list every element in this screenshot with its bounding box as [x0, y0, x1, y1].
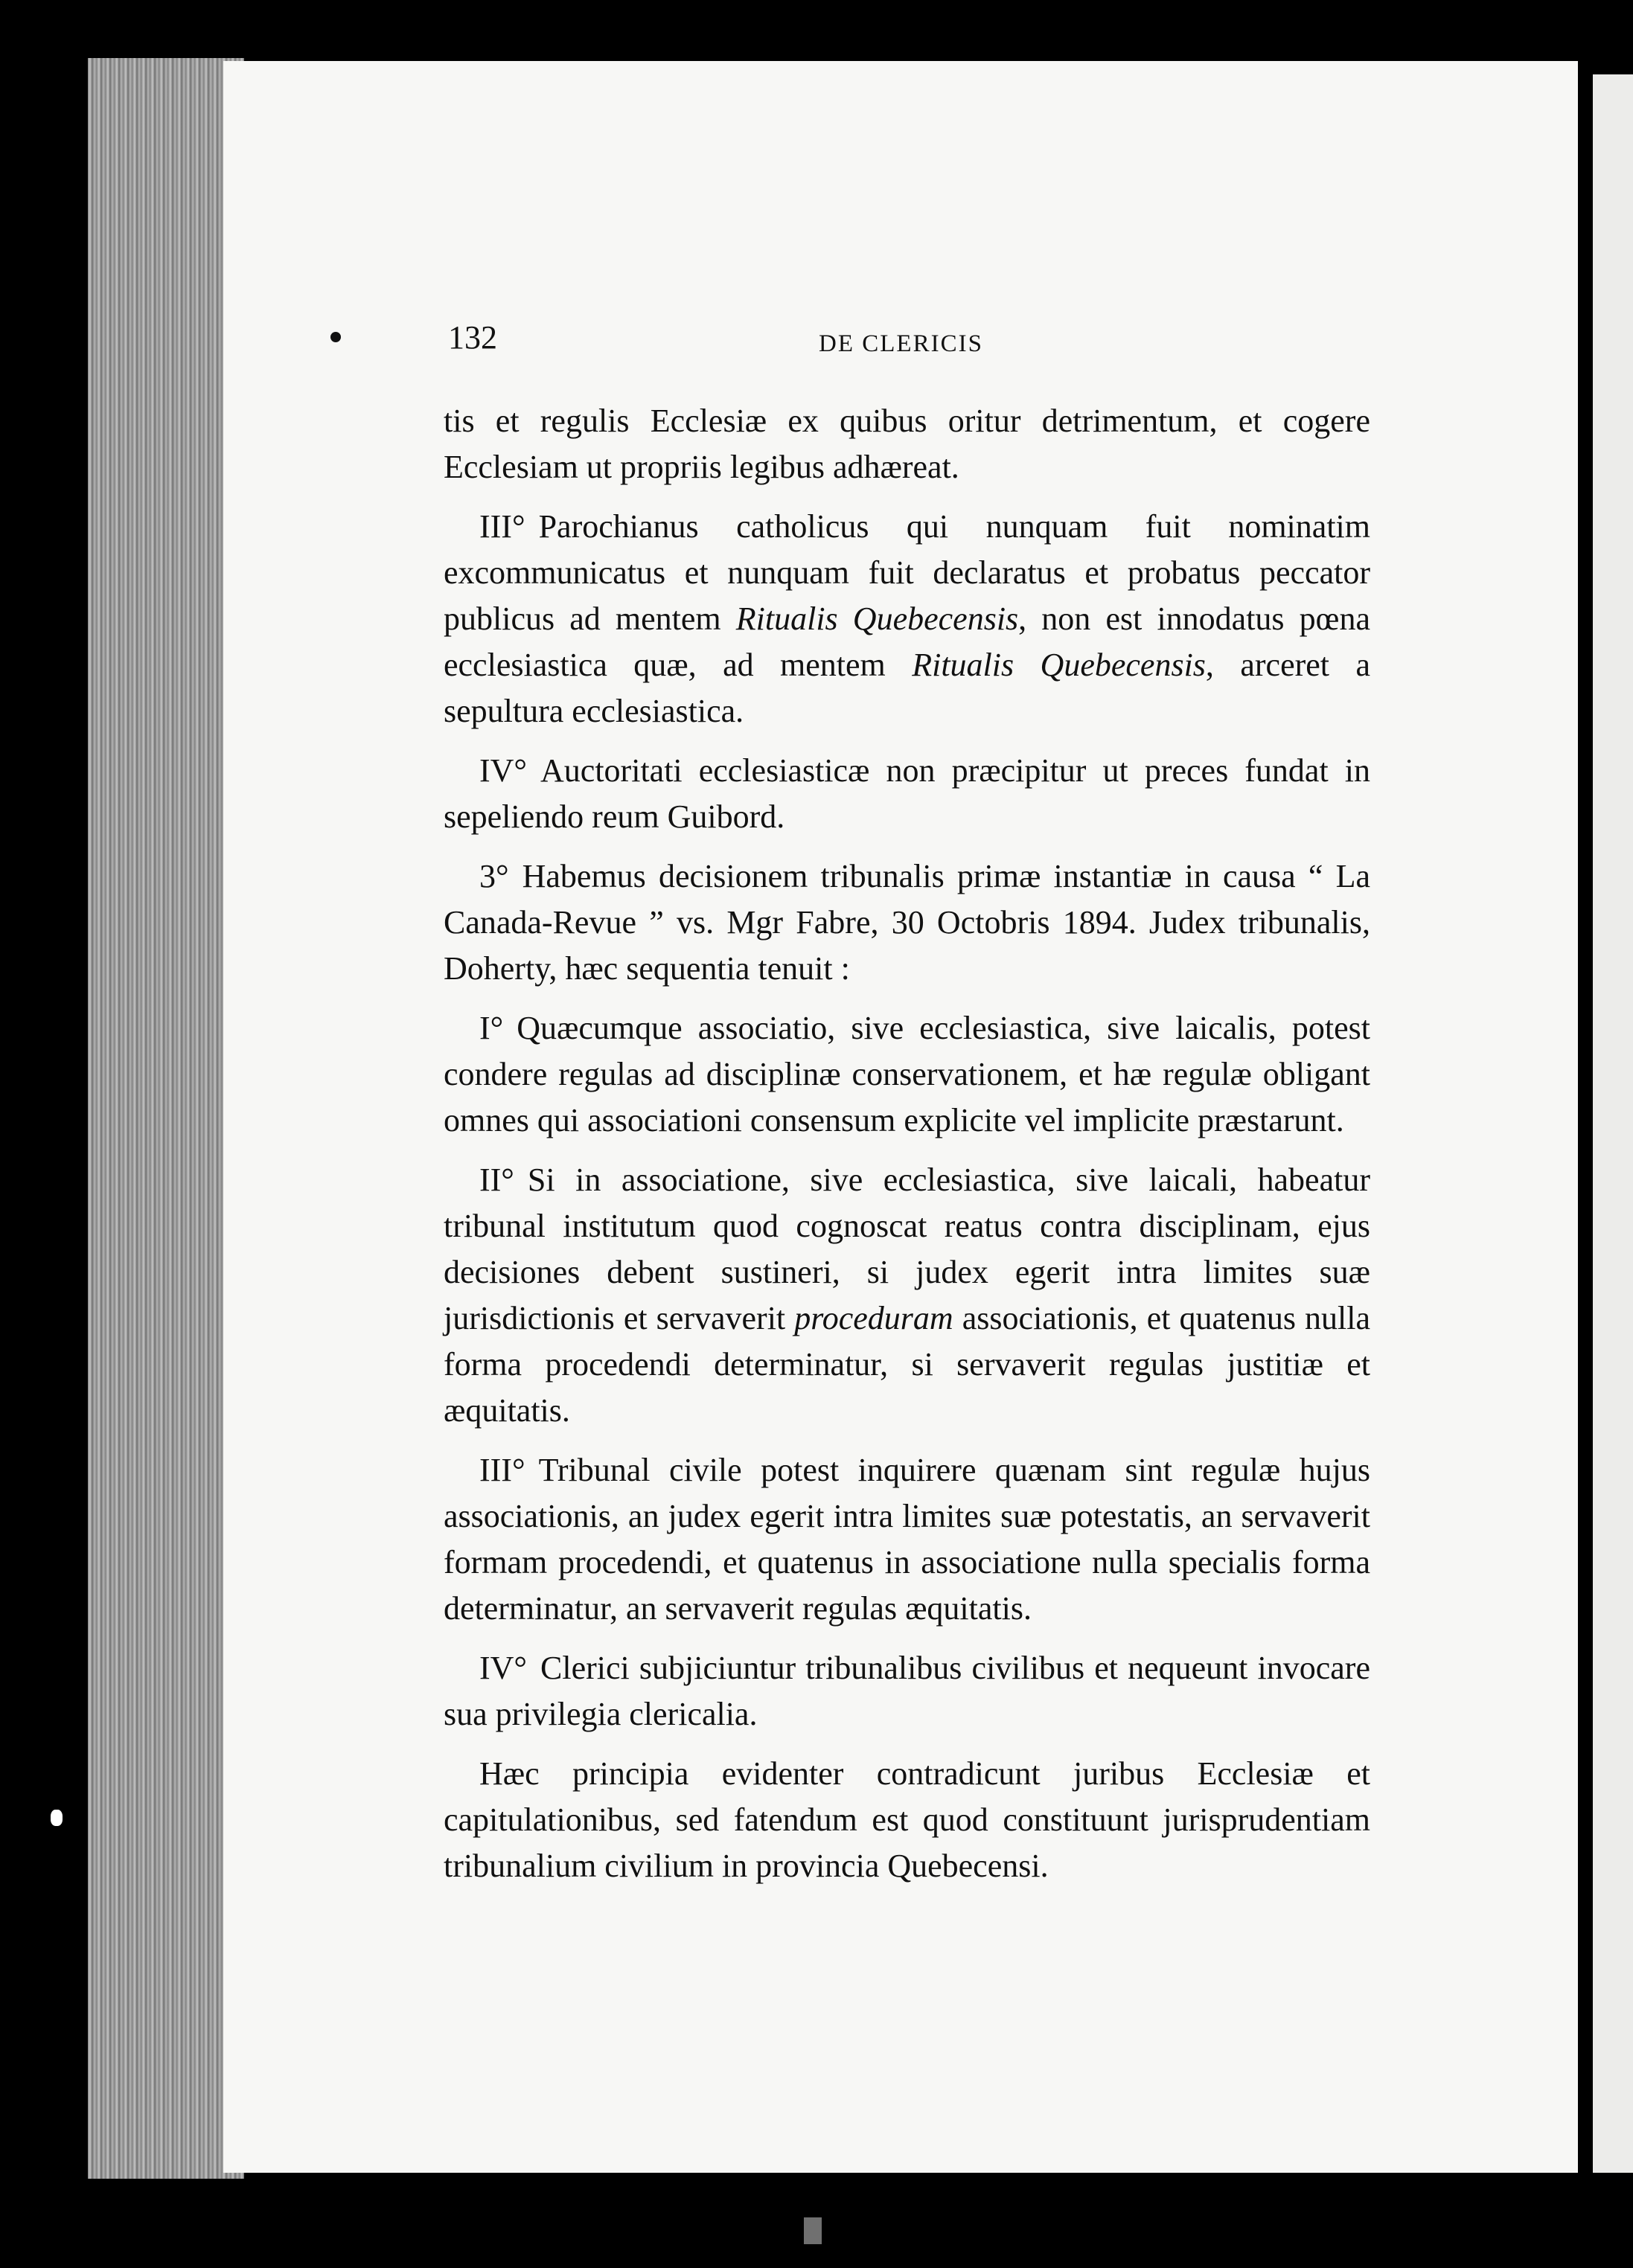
paragraph: III° Parochianus catholicus qui nunquam fuit nominatim excommunicatus et nunquam fuit declaratus et probatus peccator publicus ad mentem Ritualis Quebecensis, non est innodatus pœna ecclesiastica quæ, ad mentem Ritualis Quebecensis, arceret a sepultura ecclesiastica. [444, 508, 1370, 729]
page-number: 132 [448, 319, 497, 356]
scan-artifact [804, 2217, 822, 2244]
paragraph: tis et regulis Ecclesiæ ex quibus oritur detrimentum, et cogere Ecclesiam ut propriis legibus adhæreat. [444, 403, 1370, 485]
paragraph: 3° Habemus decisionem tribunalis primæ instantiæ in causa “ La Canada-Revue ” vs. Mgr Fabre, 30 Octobris 1894. Judex tribunalis, Doherty, hæc sequentia tenuit : [444, 858, 1370, 987]
paragraph: IV° Auctoritati ecclesiasticæ non præcipitur ut preces fundat in sepeliendo reum Guibord. [444, 752, 1370, 835]
paragraph: Hæc principia evidenter contradicunt juribus Ecclesiæ et capitulationibus, sed fatendum est quod constituunt jurisprudentiam tribunalium civilium in provincia Quebecensi. [444, 1755, 1370, 1884]
book-page-edges [88, 58, 244, 2179]
paragraph: III° Tribunal civile potest inquirere quænam sint regulæ hujus associationis, an judex egerit intra limites suæ potestatis, an servaverit formam procedendi, et quatenus in associatione nulla specialis forma determinatur, an servaverit regulas æquitatis. [444, 1452, 1370, 1627]
margin-dot [330, 332, 341, 342]
scan-artifact [51, 1810, 63, 1826]
paragraph: IV° Clerici subjiciuntur tribunalibus civilibus et nequeunt invocare sua privilegia clericalia. [444, 1650, 1370, 1732]
body-text [444, 398, 1370, 1903]
running-title: DE CLERICIS [819, 330, 983, 357]
facing-page-edge [1593, 74, 1633, 2173]
paragraph: II° Si in associatione, sive ecclesiastica, sive laicali, habeatur tribunal institutum quod cognoscat reatus contra disciplinam, ejus decisiones debent sustineri, si judex egerit intra limites suæ jurisdictionis et servaverit proceduram associationis, et quatenus nulla forma procedendi determinatur, si servaverit regulas justitiæ et æquitatis. [444, 1162, 1370, 1429]
paragraph: I° Quæcumque associatio, sive ecclesiastica, sive laicalis, potest condere regulas ad disciplinæ conservationem, et hæ regulæ obligant omnes qui associationi consensum explicite vel implicite præstarunt. [444, 1010, 1370, 1138]
